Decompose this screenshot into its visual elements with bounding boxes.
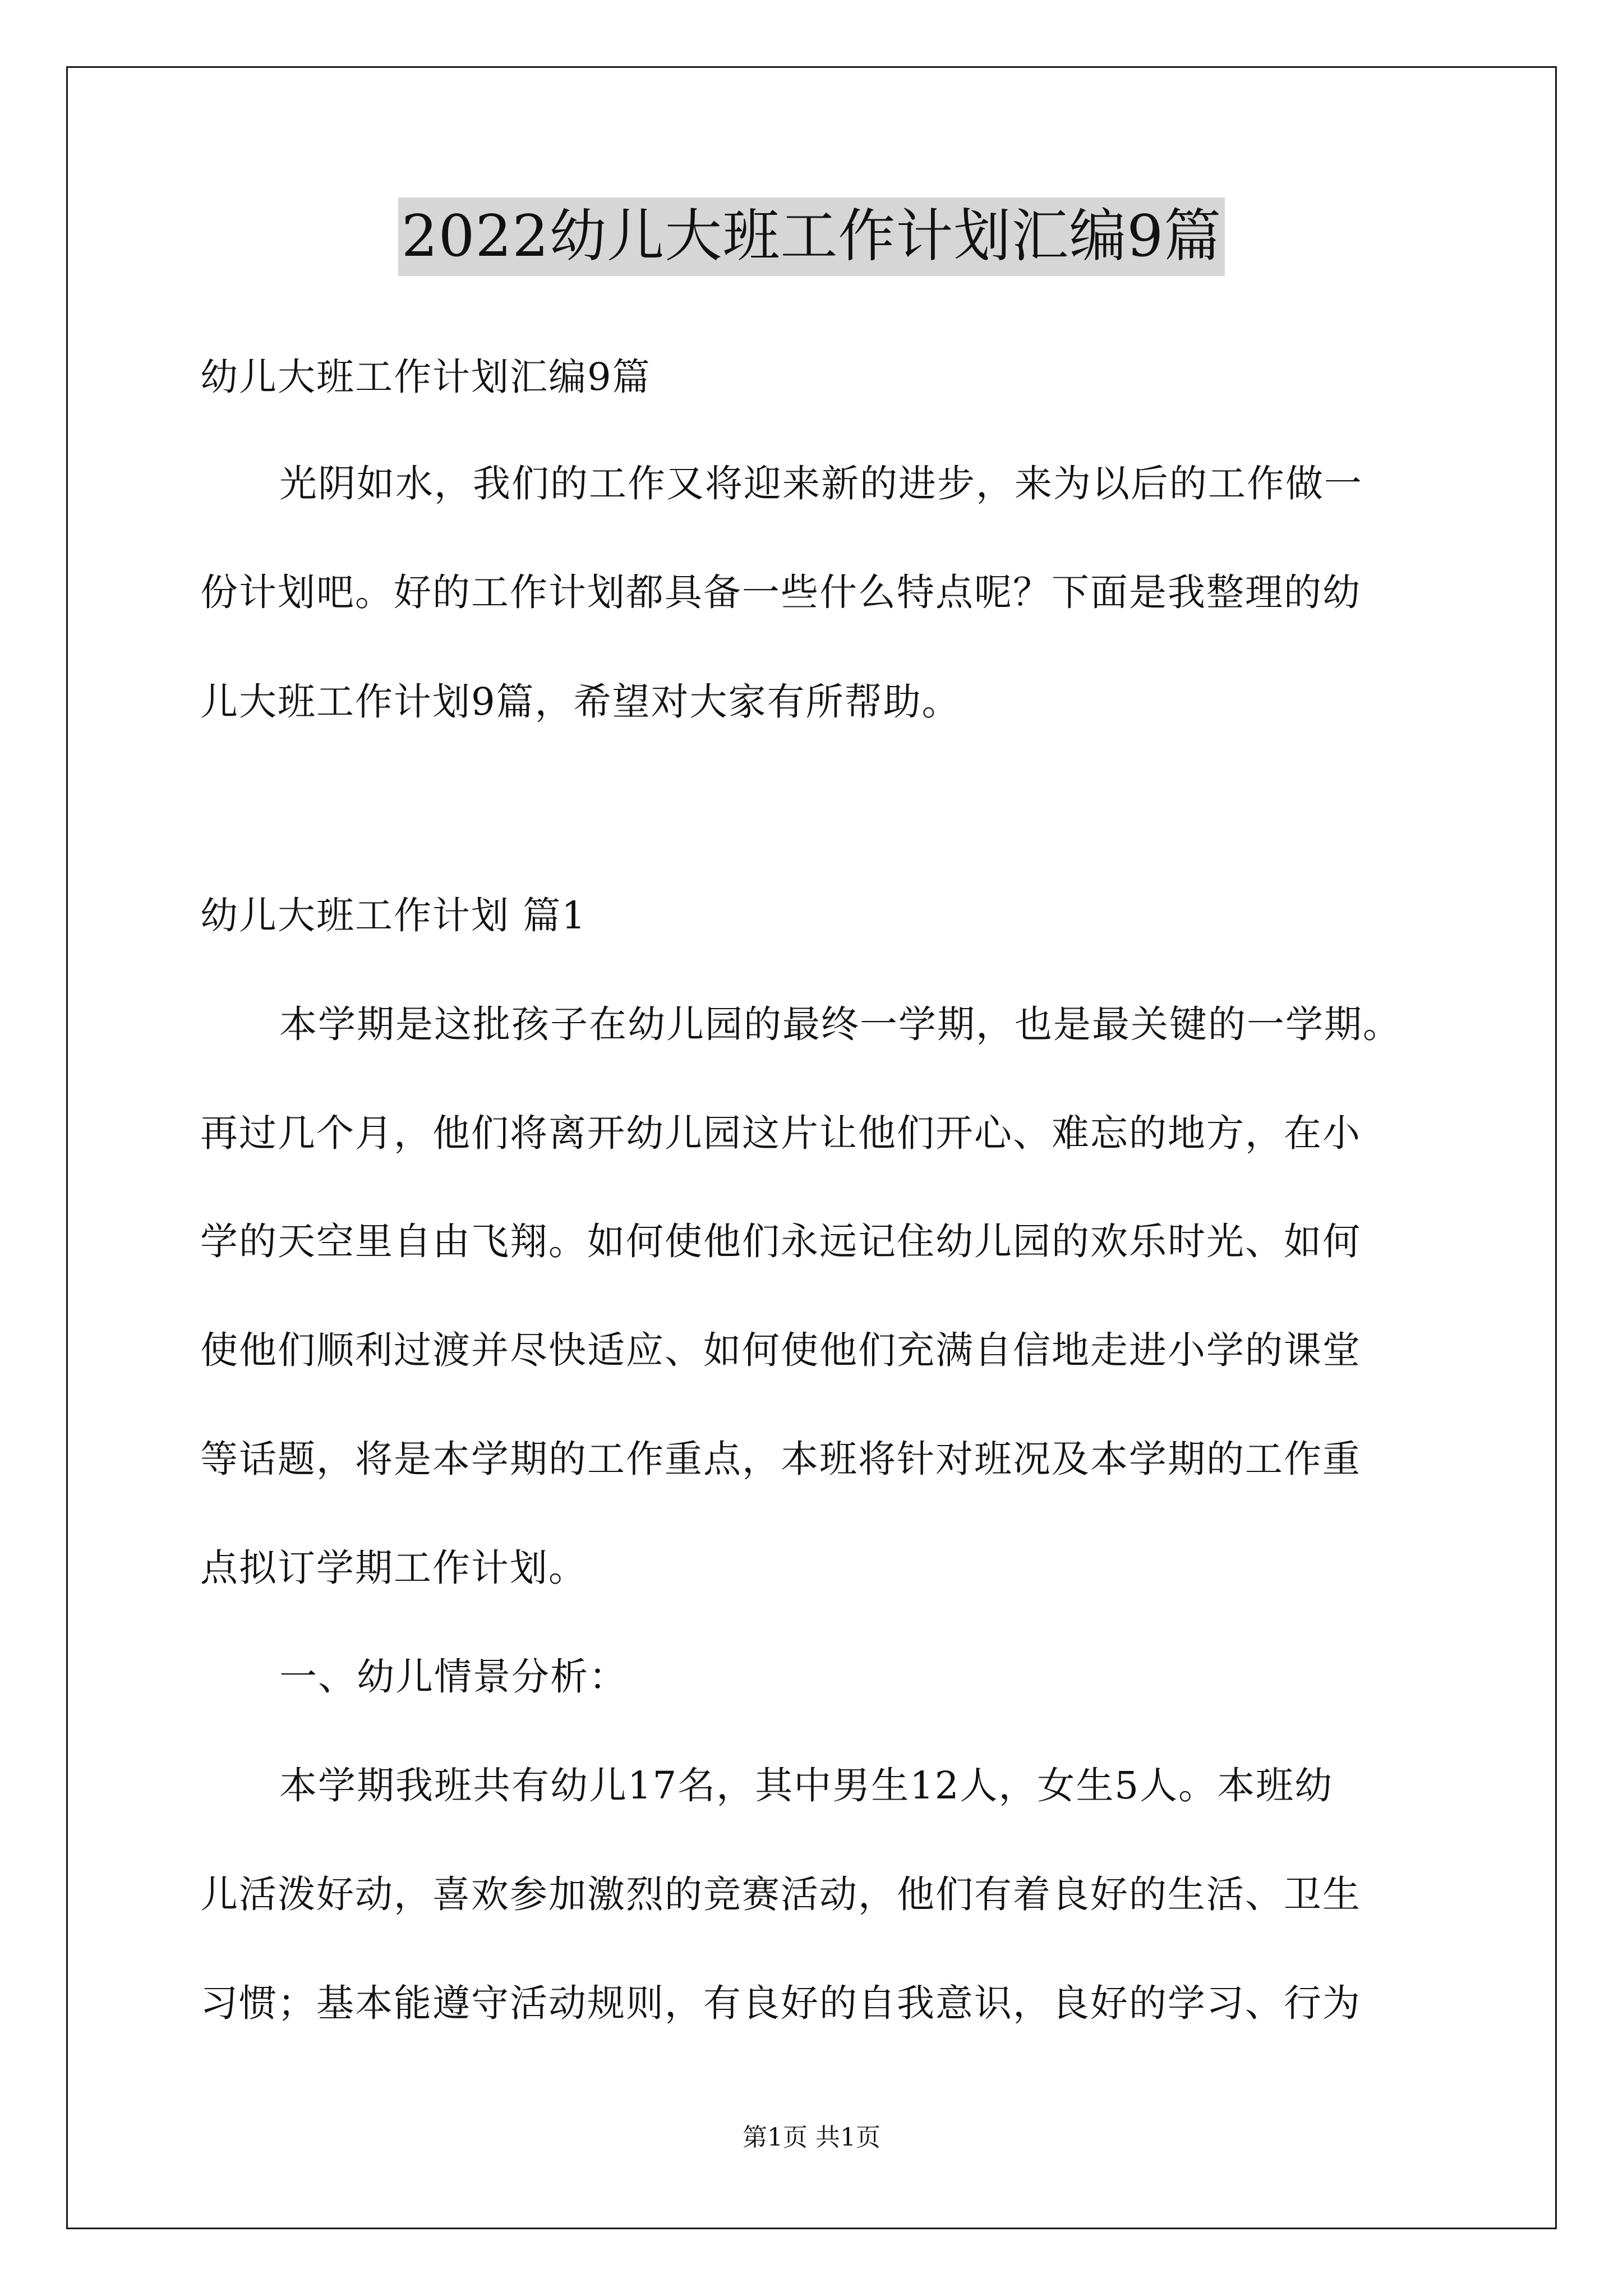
intro-line-1: 光阴如水，我们的工作又将迎来新的进步，来为以后的工作做一 [279,462,1363,505]
analysis-line-2: 儿活泼好动，喜欢参加激烈的竞赛活动，他们有着良好的生活、卫生 [200,1872,1361,1916]
page-footer: 第1页 共1页 [743,2123,880,2152]
section-line-3: 学的天空里自由飞翔。如何使他们永远记住幼儿园的欢乐时光、如何 [200,1220,1361,1263]
document-title: 2022幼儿大班工作计划汇编9篇 [398,197,1225,276]
title-container [0,197,1623,276]
section-line-5: 等话题，将是本学期的工作重点，本班将针对班况及本学期的工作重 [200,1437,1361,1481]
intro-line-2: 份计划吧。好的工作计划都具备一些什么特点呢？下面是我整理的幼 [200,570,1361,614]
document-subtitle: 幼儿大班工作计划汇编9篇 [200,355,651,399]
section-line-2: 再过几个月，他们将离开幼儿园这片让他们开心、难忘的地方，在小 [200,1111,1361,1155]
analysis-line-1: 本学期我班共有幼儿17名，其中男生12人，女生5人。本班幼 [279,1764,1334,1807]
section-line-1: 本学期是这批孩子在幼儿园的最终一学期，也是最关键的一学期。 [279,1002,1401,1046]
analysis-line-3: 习惯；基本能遵守活动规则，有良好的自我意识，良好的学习、行为 [200,1981,1361,2025]
intro-line-3: 儿大班工作计划9篇，希望对大家有所帮助。 [200,680,961,724]
analysis-heading: 一、幼儿情景分析： [279,1655,628,1699]
section-line-4: 使他们顺利过渡并尽快适应、如何使他们充满自信地走进小学的课堂 [200,1328,1361,1372]
section-line-6: 点拟订学期工作计划。 [200,1546,587,1590]
section-title: 幼儿大班工作计划 篇1 [200,894,587,937]
